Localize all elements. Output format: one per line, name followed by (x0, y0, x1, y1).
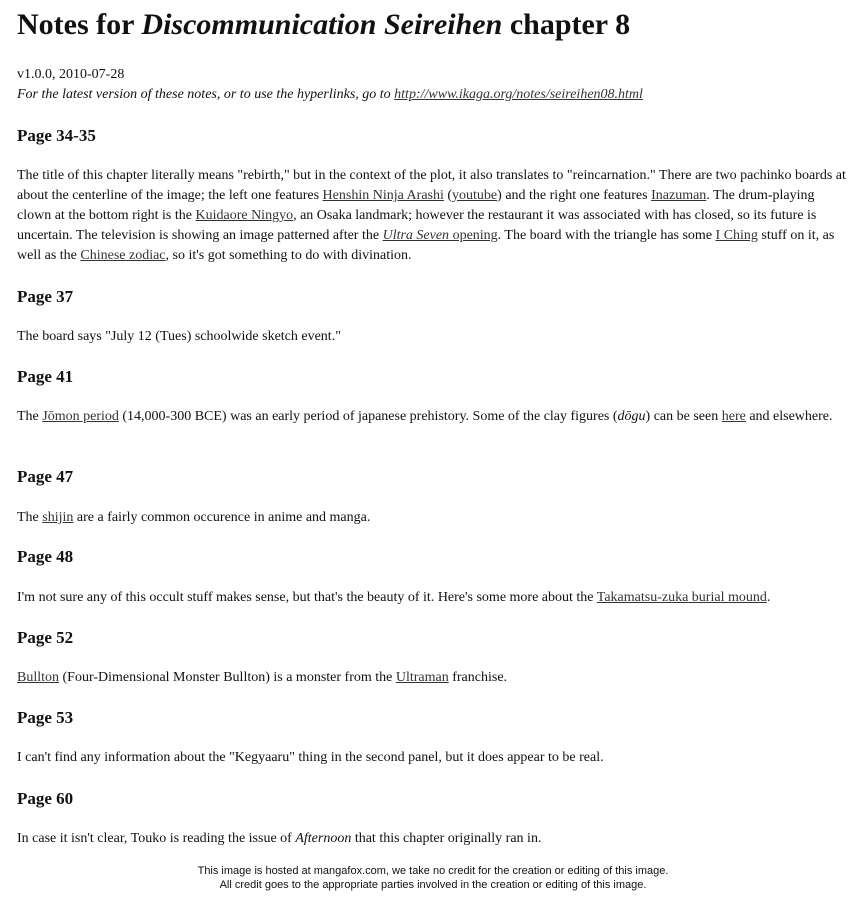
section-text-page-41: The Jōmon period (14,000-300 BCE) was an early period of japanese prehistory. Some of the clay figures (dōgu) can be seen here and elsewhere. (17, 409, 833, 424)
link-youtube[interactable]: youtube (452, 188, 498, 203)
link-jomon-period[interactable]: Jōmon period (42, 409, 119, 424)
section-heading-page-52: Page 52 (17, 628, 74, 647)
section-text-page-60: In case it isn't clear, Touko is reading the issue of Afternoon that this chapter originally ran in. (17, 831, 542, 846)
section-heading-page-34-35: Page 34-35 (17, 126, 96, 145)
footer-line-1: This image is hosted at mangafox.com, we take no credit for the creation or editing of this image. (197, 865, 669, 877)
section-text-page-48: I'm not sure any of this occult stuff makes sense, but that's the beauty of it. Here's some more about the Takamatsu-zuka burial mound. (17, 590, 771, 605)
section-heading-page-47: Page 47 (17, 467, 74, 486)
link-bullton[interactable]: Bullton (17, 670, 60, 685)
manga-title: Discommunication Seireihen (141, 8, 503, 41)
link-here[interactable]: here (721, 409, 746, 424)
magazine-title: Afternoon (295, 831, 352, 846)
link-i-ching[interactable]: I Ching (715, 228, 758, 243)
link-ultraman[interactable]: Ultraman (395, 670, 449, 685)
section-text-page-34-35: The title of this chapter literally means "rebirth," but in the context of the plot, it also translates to "reincarnation." There are two pachinko boards at about the centerline of the image; the left one features Henshin Ninja Arashi (youtube) and the right one features Inazuman. The drum-playing clown at the bottom right is the Kuidaore Ningyo, an Osaka landmark; however the restaurant it was associated with has closed, so its future is uncertain. The television is showing an image patterned after the Ultra Seven opening. The board with the triangle has some I Ching stuff on it, as well as the Chinese zodiac, so it's got something to do with divination. (17, 168, 846, 263)
section-text-page-52: Bullton (Four-Dimensional Monster Bullton) is a monster from the Ultraman franchise. (17, 670, 508, 685)
version-date: v1.0.0, 2010-07-28 (17, 67, 125, 82)
page-title: Notes for Discommunication Seireihen chapter 8 (17, 8, 631, 41)
hosting-credit-footer (0, 864, 866, 892)
section-text-page-47: The shijin are a fairly common occurence in anime and manga. (17, 510, 371, 525)
section-heading-page-60: Page 60 (17, 789, 74, 808)
link-inazuman[interactable]: Inazuman (651, 188, 707, 203)
footer-line-2: All credit goes to the appropriate parties involved in the creation or editing of this image. (219, 879, 647, 891)
link-shijin[interactable]: shijin (42, 510, 74, 525)
section-text-page-53: I can't find any information about the "Kegyaaru" thing in the second panel, but it does appear to be real. (17, 750, 604, 765)
link-kuidaore-ningyo[interactable]: Kuidaore Ningyo (195, 208, 294, 223)
latest-version-note: For the latest version of these notes, or to use the hyperlinks, go to http://www.ikaga.org/notes/seireihen08.html (17, 87, 643, 102)
link-chinese-zodiac[interactable]: Chinese zodiac (80, 248, 166, 263)
meta-block (17, 65, 643, 105)
link-ultra-seven-opening[interactable]: Ultra Seven opening (382, 228, 498, 243)
section-heading-page-37: Page 37 (17, 287, 74, 306)
section-heading-page-41: Page 41 (17, 367, 74, 386)
section-heading-page-48: Page 48 (17, 547, 74, 566)
notes-url-link[interactable]: http://www.ikaga.org/notes/seireihen08.html (394, 87, 643, 102)
link-takamatsu-zuka-burial-mound[interactable]: Takamatsu-zuka burial mound (596, 590, 767, 605)
section-text-page-37: The board says "July 12 (Tues) schoolwide sketch event." (17, 329, 341, 344)
link-henshin-ninja-arashi[interactable]: Henshin Ninja Arashi (322, 188, 444, 203)
section-heading-page-53: Page 53 (17, 708, 74, 727)
